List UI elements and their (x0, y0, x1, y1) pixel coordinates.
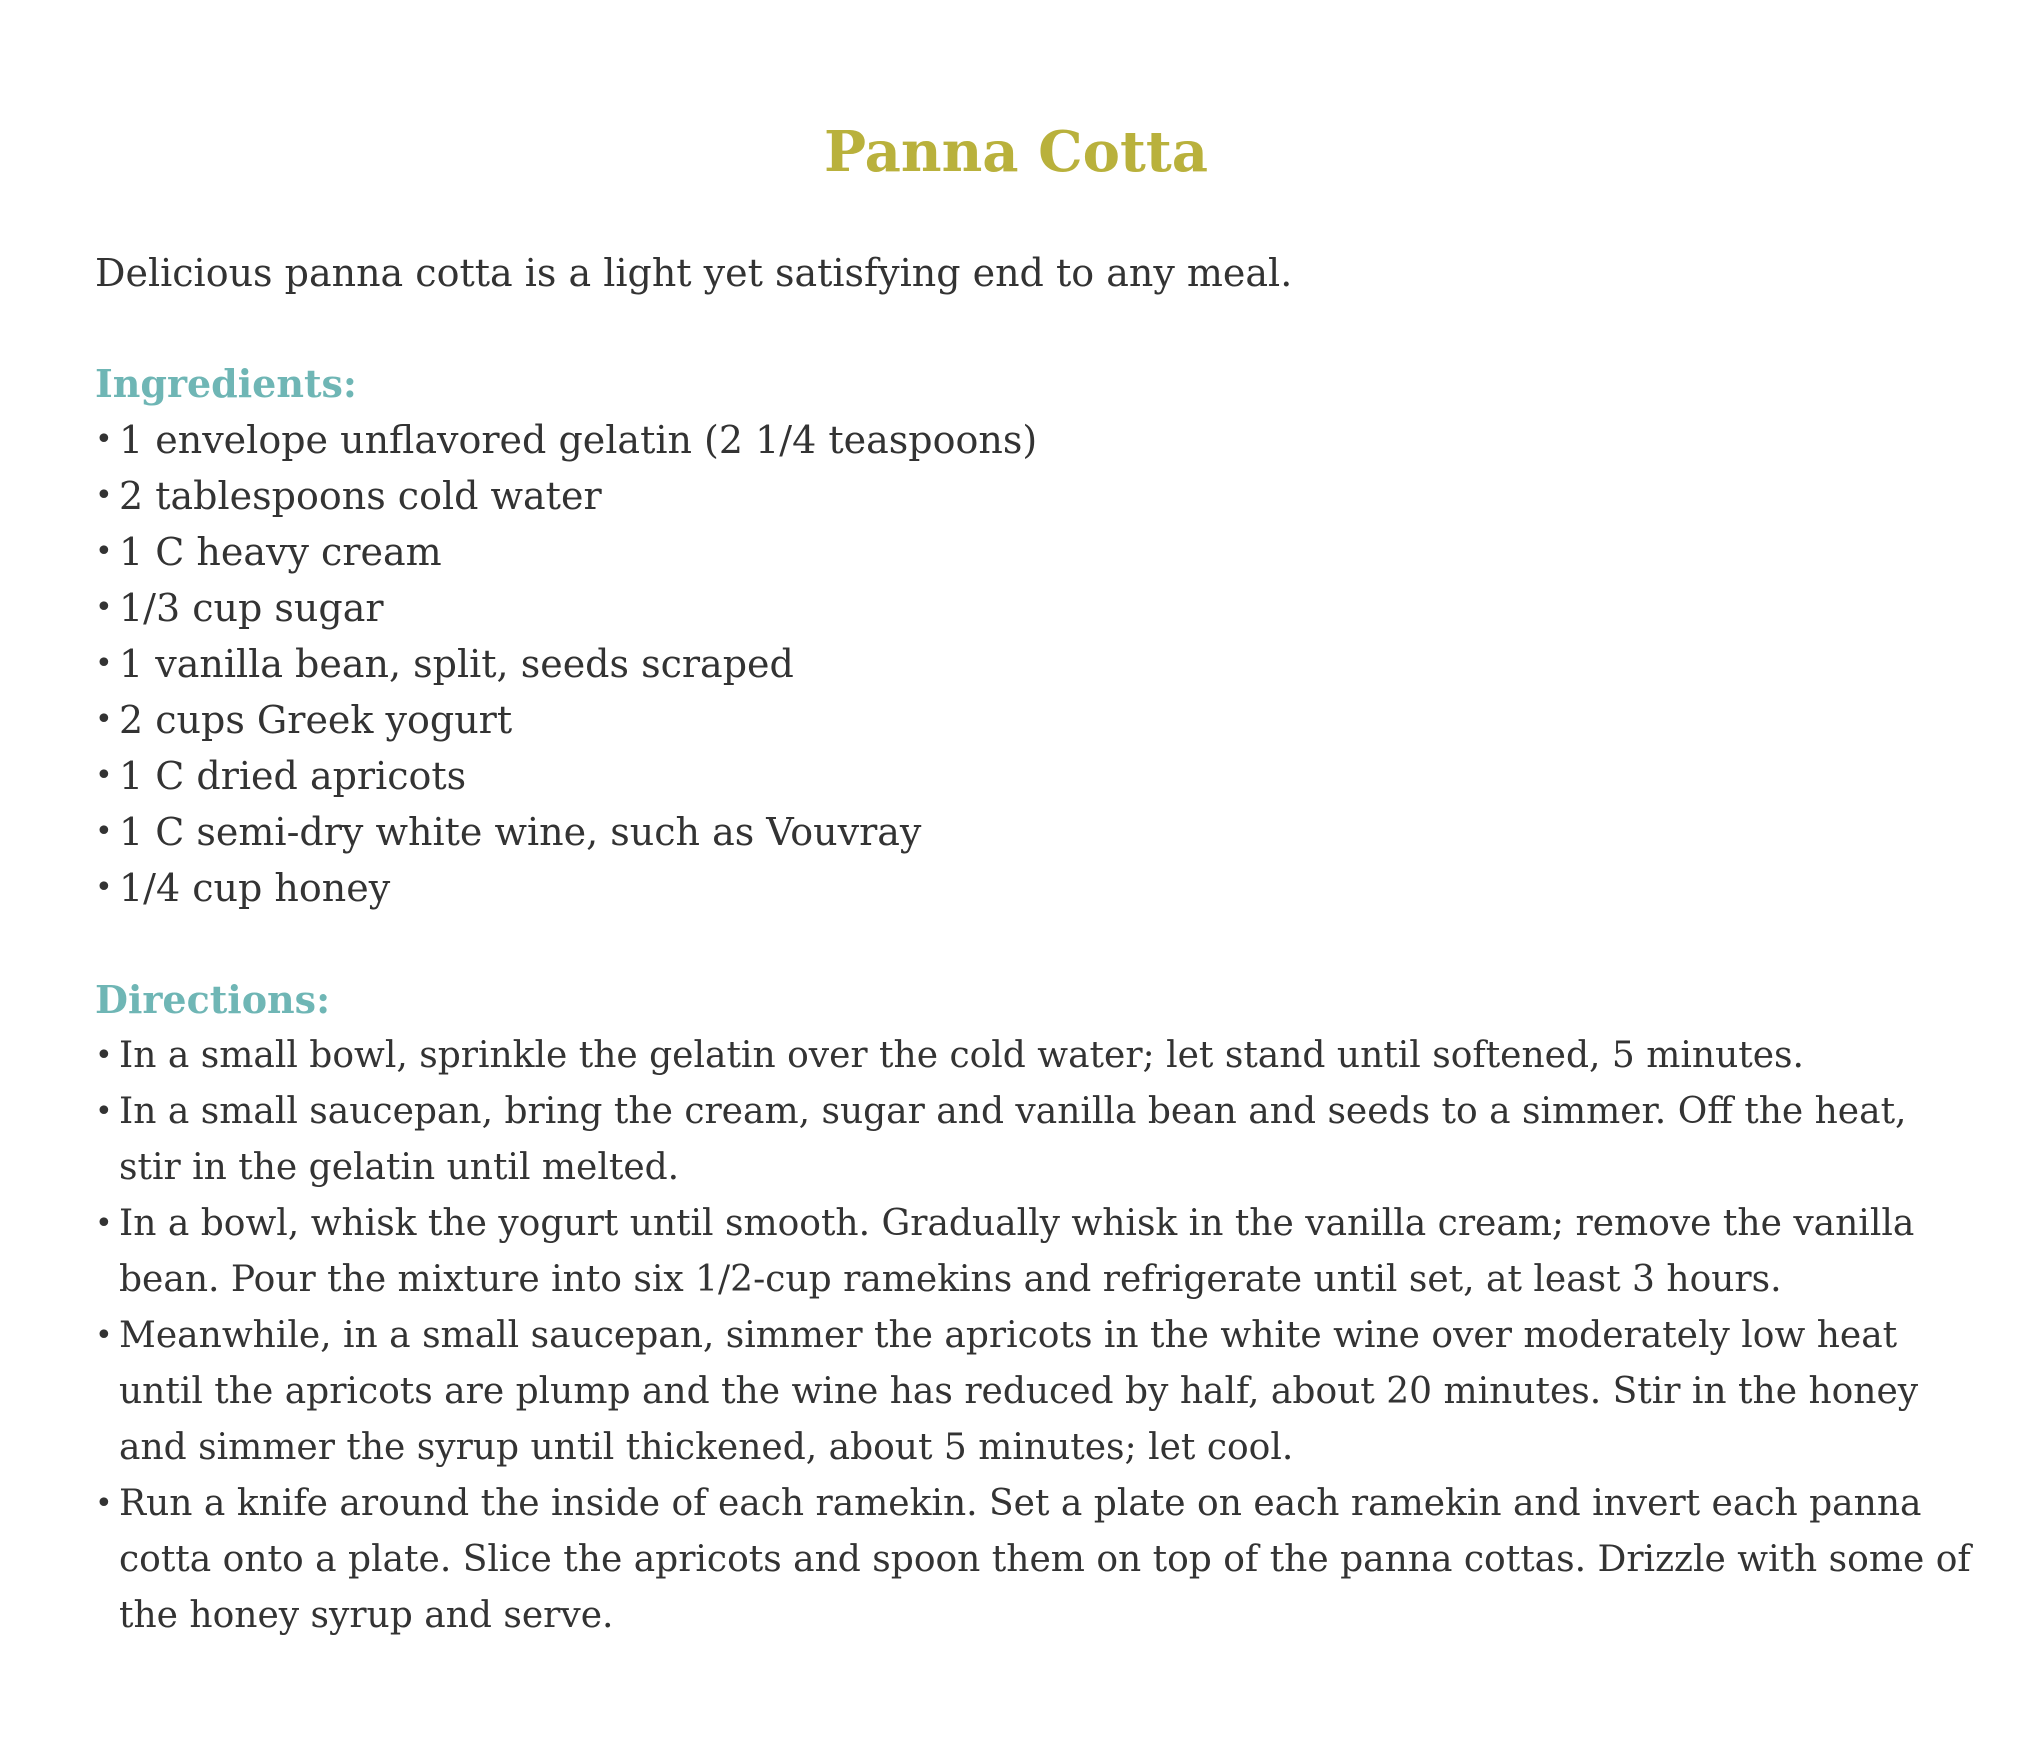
bullet-icon: • (95, 758, 113, 793)
ingredient-item (95, 804, 1975, 860)
ingredient-item-text: 1 C heavy cream (119, 530, 442, 574)
ingredient-item (95, 412, 1975, 468)
direction-step-text: Meanwhile, in a small saucepan, simmer the apricots in the white wine over moderately low heat until the apricots are plump and the wine has reduced by half, about 20 minutes. Stir in the honey and simmer the syrup until thickened, about 5 minutes; let cool. (119, 1315, 1919, 1468)
recipe-intro: Delicious panna cotta is a light yet satisfying end to any meal. (95, 251, 1293, 295)
ingredient-item (95, 580, 1975, 636)
ingredient-item (95, 636, 1975, 692)
bullet-icon: • (95, 814, 113, 849)
direction-step (95, 1028, 1975, 1084)
ingredient-item (95, 692, 1975, 748)
ingredient-item-text: 1 vanilla bean, split, seeds scraped (119, 642, 794, 686)
ingredient-item (95, 748, 1975, 804)
bullet-icon: • (95, 1094, 113, 1129)
bullet-icon: • (95, 1486, 113, 1521)
direction-step-text: In a small saucepan, bring the cream, sugar and vanilla bean and seeds to a simmer. Off the heat, stir in the gelatin until melted. (119, 1091, 1907, 1188)
direction-step-text: In a small bowl, sprinkle the gelatin over the cold water; let stand until softened, 5 minutes. (119, 1035, 1804, 1076)
bullet-icon: • (95, 702, 113, 737)
ingredient-item-text: 1/3 cup sugar (119, 586, 384, 630)
direction-step (95, 1476, 1975, 1644)
ingredient-item (95, 524, 1975, 580)
bullet-icon: • (95, 870, 113, 905)
ingredient-item (95, 860, 1975, 916)
ingredients-section (95, 356, 1975, 916)
ingredients-heading: Ingredients: (95, 361, 357, 406)
directions-section (95, 972, 1975, 1644)
directions-heading: Directions: (95, 977, 331, 1022)
bullet-icon: • (95, 478, 113, 513)
bullet-icon: • (95, 646, 113, 681)
bullet-icon: • (95, 1206, 113, 1241)
ingredient-item-text: 2 tablespoons cold water (119, 474, 602, 518)
ingredient-item-text: 1 C semi-dry white wine, such as Vouvray (119, 810, 922, 854)
ingredient-item-text: 1 C dried apricots (119, 754, 467, 798)
direction-step-text: Run a knife around the inside of each ramekin. Set a plate on each ramekin and invert each panna cotta onto a plate. Slice the apricots and spoon them on top of the panna cottas. Drizzle with some of the honey syrup and serve. (119, 1483, 1971, 1636)
direction-step (95, 1308, 1975, 1476)
ingredient-item-text: 1/4 cup honey (119, 866, 391, 910)
ingredient-item-text: 2 cups Greek yogurt (119, 698, 513, 742)
direction-step (95, 1196, 1975, 1308)
bullet-icon: • (95, 534, 113, 569)
ingredient-item-text: 1 envelope unflavored gelatin (2 1/4 teaspoons) (119, 418, 1038, 462)
ingredients-list (95, 412, 1975, 916)
direction-step (95, 1084, 1975, 1196)
recipe-title: Panna Cotta (823, 119, 1209, 185)
direction-step-text: In a bowl, whisk the yogurt until smooth. Gradually whisk in the vanilla cream; remove the vanilla bean. Pour the mixture into six 1/2-cup ramekins and refrigerate until set, at least 3 hours. (119, 1203, 1915, 1300)
bullet-icon: • (95, 422, 113, 457)
bullet-icon: • (95, 590, 113, 625)
bullet-icon: • (95, 1038, 113, 1073)
directions-list (95, 1028, 1975, 1644)
bullet-icon: • (95, 1318, 113, 1353)
ingredient-item (95, 468, 1975, 524)
